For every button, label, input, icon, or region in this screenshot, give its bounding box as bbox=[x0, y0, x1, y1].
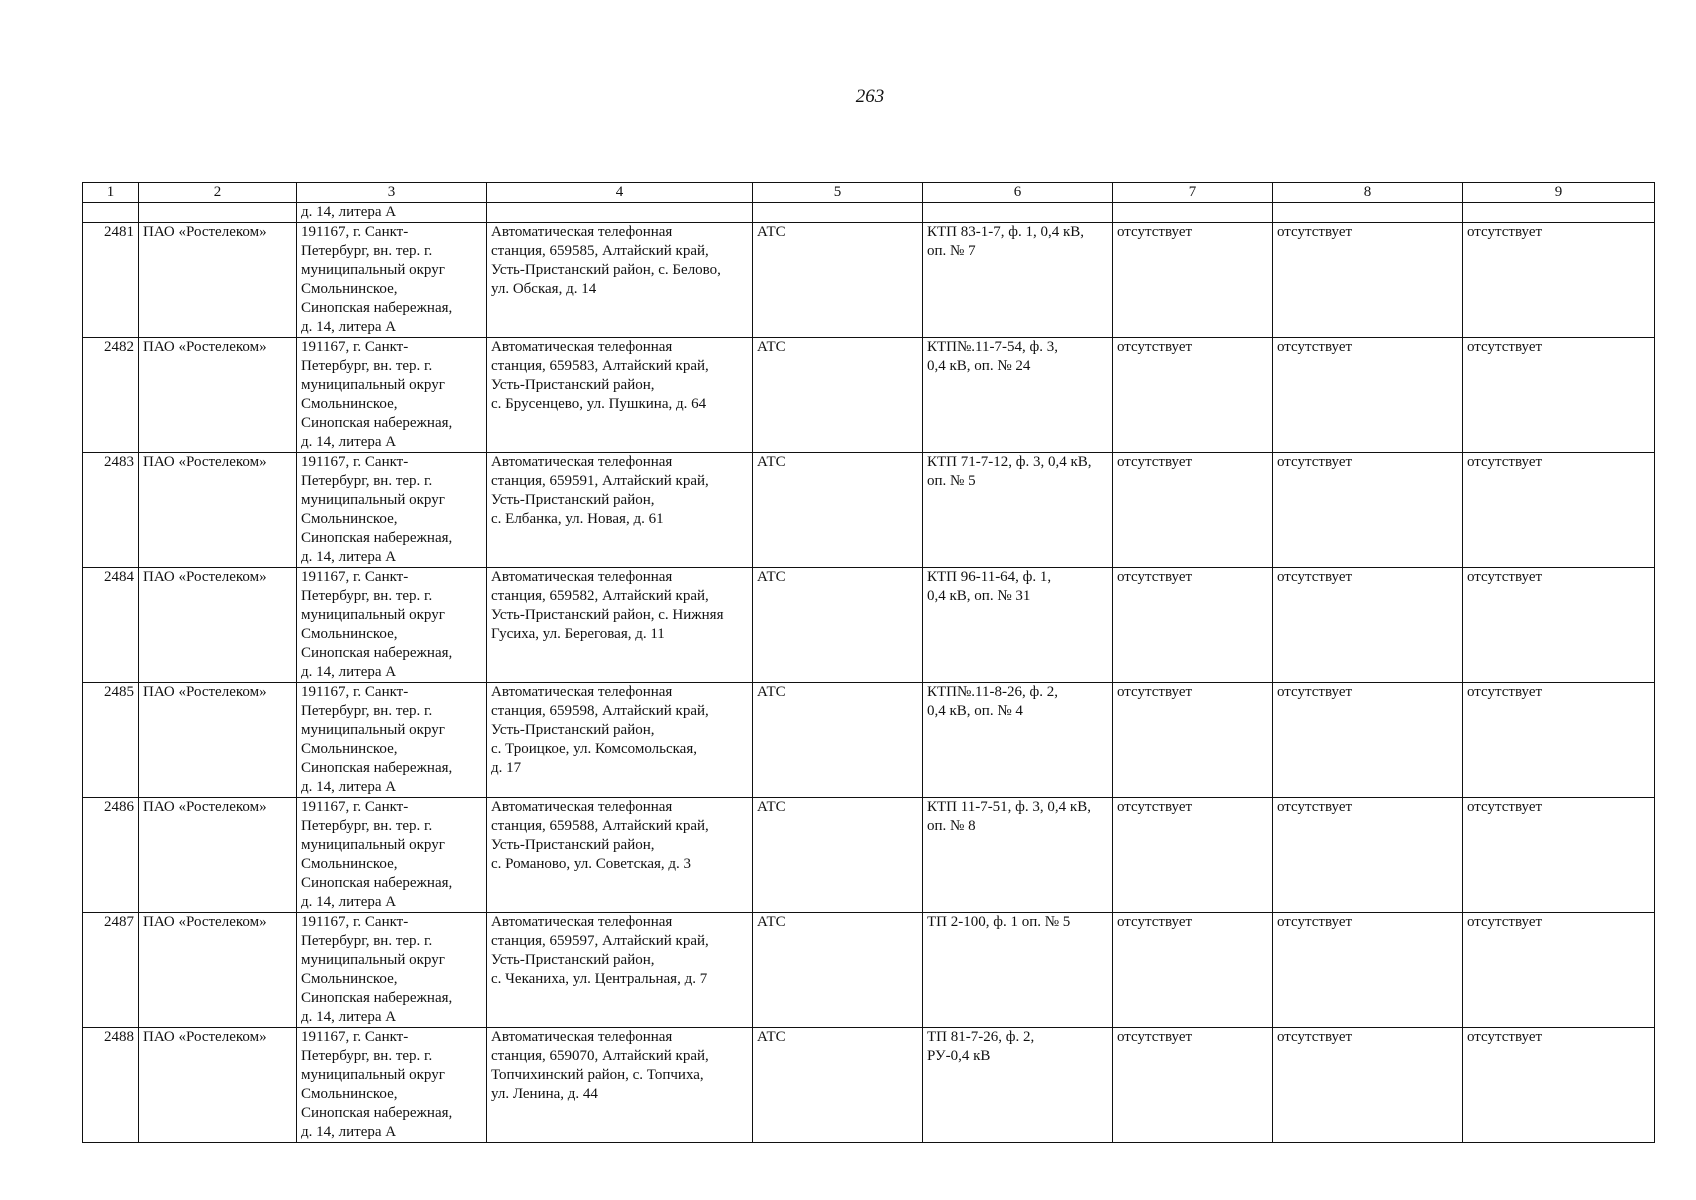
registry-table bbox=[82, 182, 1655, 1143]
cell-col-col7: отсутствует bbox=[1113, 338, 1273, 453]
cell-col-type: 5 bbox=[753, 183, 923, 203]
cell-col-col8: 8 bbox=[1273, 183, 1463, 203]
cell-col-type: АТС bbox=[753, 798, 923, 913]
cell-col-number: 2481 bbox=[83, 223, 139, 338]
cell-col-owner: ПАО «Ростелеком» bbox=[139, 1028, 297, 1143]
cell-col-col7: отсутствует bbox=[1113, 223, 1273, 338]
cell-col-col8: отсутствует bbox=[1273, 338, 1463, 453]
cell-col-power-source bbox=[923, 203, 1113, 223]
cell-col-power-source: ТП 2-100, ф. 1 оп. № 5 bbox=[923, 913, 1113, 1028]
cell-col-col8: отсутствует bbox=[1273, 798, 1463, 913]
cell-col-power-source: КТП№.11-8-26, ф. 2, 0,4 кВ, оп. № 4 bbox=[923, 683, 1113, 798]
cell-col-type: АТС bbox=[753, 1028, 923, 1143]
continuation-row bbox=[83, 203, 1655, 223]
cell-col-number: 2487 bbox=[83, 913, 139, 1028]
cell-col-object: Автоматическая телефонная станция, 659070, Алтайский край, Топчихинский район, с. Топчиха, ул. Ленина, д. 44 bbox=[487, 1028, 753, 1143]
cell-col-type: АТС bbox=[753, 568, 923, 683]
cell-col-number: 2488 bbox=[83, 1028, 139, 1143]
cell-col-col8: отсутствует bbox=[1273, 913, 1463, 1028]
table-row bbox=[83, 798, 1655, 913]
cell-col-object: Автоматическая телефонная станция, 659591, Алтайский край, Усть-Пристанский район, с. Елбанка, ул. Новая, д. 61 bbox=[487, 453, 753, 568]
cell-col-object bbox=[487, 203, 753, 223]
cell-col-power-source: ТП 81-7-26, ф. 2, РУ-0,4 кВ bbox=[923, 1028, 1113, 1143]
cell-col-owner-address: 191167, г. Санкт- Петербург, вн. тер. г. муниципальный округ Смольнинское, Синопская набережная, д. 14, литера А bbox=[297, 683, 487, 798]
cell-col-number bbox=[83, 203, 139, 223]
cell-col-object: Автоматическая телефонная станция, 659588, Алтайский край, Усть-Пристанский район, с. Романово, ул. Советская, д. 3 bbox=[487, 798, 753, 913]
cell-col-col7: отсутствует bbox=[1113, 1028, 1273, 1143]
cell-col-power-source: 6 bbox=[923, 183, 1113, 203]
cell-col-col7: 7 bbox=[1113, 183, 1273, 203]
cell-col-number: 1 bbox=[83, 183, 139, 203]
cell-col-object: Автоматическая телефонная станция, 659597, Алтайский край, Усть-Пристанский район, с. Чеканиха, ул. Центральная, д. 7 bbox=[487, 913, 753, 1028]
cell-col-col7: отсутствует bbox=[1113, 683, 1273, 798]
table-row bbox=[83, 453, 1655, 568]
cell-col-owner: ПАО «Ростелеком» bbox=[139, 798, 297, 913]
cell-col-type: АТС bbox=[753, 338, 923, 453]
table-row bbox=[83, 338, 1655, 453]
cell-col-col8: отсутствует bbox=[1273, 223, 1463, 338]
cell-col-owner: ПАО «Ростелеком» bbox=[139, 223, 297, 338]
cell-col-owner-address: 191167, г. Санкт- Петербург, вн. тер. г. муниципальный округ Смольнинское, Синопская набережная, д. 14, литера А bbox=[297, 1028, 487, 1143]
cell-col-power-source: КТП 96-11-64, ф. 1, 0,4 кВ, оп. № 31 bbox=[923, 568, 1113, 683]
cell-col-col8 bbox=[1273, 203, 1463, 223]
cell-col-col9: отсутствует bbox=[1463, 568, 1655, 683]
cell-col-owner: ПАО «Ростелеком» bbox=[139, 913, 297, 1028]
cell-col-col7 bbox=[1113, 203, 1273, 223]
table-row bbox=[83, 1028, 1655, 1143]
cell-col-number: 2484 bbox=[83, 568, 139, 683]
cell-col-col9 bbox=[1463, 203, 1655, 223]
cell-col-number: 2485 bbox=[83, 683, 139, 798]
cell-col-type: АТС bbox=[753, 453, 923, 568]
cell-col-number: 2486 bbox=[83, 798, 139, 913]
cell-col-power-source: КТП№.11-7-54, ф. 3, 0,4 кВ, оп. № 24 bbox=[923, 338, 1113, 453]
cell-col-type: АТС bbox=[753, 683, 923, 798]
cell-col-owner-address: 191167, г. Санкт- Петербург, вн. тер. г. муниципальный округ Смольнинское, Синопская набережная, д. 14, литера А bbox=[297, 338, 487, 453]
cell-col-object: Автоматическая телефонная станция, 659582, Алтайский край, Усть-Пристанский район, с. Нижняя Гусиха, ул. Береговая, д. 11 bbox=[487, 568, 753, 683]
cell-col-type: АТС bbox=[753, 223, 923, 338]
cell-col-object: Автоматическая телефонная станция, 659598, Алтайский край, Усть-Пристанский район, с. Троицкое, ул. Комсомольская, д. 17 bbox=[487, 683, 753, 798]
cell-col-col9: отсутствует bbox=[1463, 223, 1655, 338]
cell-col-number: 2483 bbox=[83, 453, 139, 568]
cell-col-power-source: КТП 11-7-51, ф. 3, 0,4 кВ, оп. № 8 bbox=[923, 798, 1113, 913]
cell-col-owner-address: 191167, г. Санкт- Петербург, вн. тер. г. муниципальный округ Смольнинское, Синопская набережная, д. 14, литера А bbox=[297, 453, 487, 568]
cell-col-owner bbox=[139, 203, 297, 223]
cell-col-col9: отсутствует bbox=[1463, 683, 1655, 798]
cell-col-power-source: КТП 83-1-7, ф. 1, 0,4 кВ, оп. № 7 bbox=[923, 223, 1113, 338]
table-row bbox=[83, 568, 1655, 683]
cell-col-col7: отсутствует bbox=[1113, 913, 1273, 1028]
cell-col-col9: отсутствует bbox=[1463, 798, 1655, 913]
cell-col-col8: отсутствует bbox=[1273, 453, 1463, 568]
cell-col-owner-address: 191167, г. Санкт- Петербург, вн. тер. г. муниципальный округ Смольнинское, Синопская набережная, д. 14, литера А bbox=[297, 798, 487, 913]
cell-col-col9: отсутствует bbox=[1463, 338, 1655, 453]
cell-col-owner: ПАО «Ростелеком» bbox=[139, 683, 297, 798]
table-row bbox=[83, 683, 1655, 798]
cell-col-owner: ПАО «Ростелеком» bbox=[139, 338, 297, 453]
cell-col-object: Автоматическая телефонная станция, 659585, Алтайский край, Усть-Пристанский район, с. Белово, ул. Обская, д. 14 bbox=[487, 223, 753, 338]
page-number: 263 bbox=[855, 86, 885, 107]
cell-col-owner-address: 191167, г. Санкт- Петербург, вн. тер. г. муниципальный округ Смольнинское, Синопская набережная, д. 14, литера А bbox=[297, 223, 487, 338]
cell-col-col8: отсутствует bbox=[1273, 1028, 1463, 1143]
table-row bbox=[83, 223, 1655, 338]
cell-col-col7: отсутствует bbox=[1113, 798, 1273, 913]
table-row bbox=[83, 913, 1655, 1028]
cell-col-col8: отсутствует bbox=[1273, 568, 1463, 683]
cell-col-owner-address: 191167, г. Санкт- Петербург, вн. тер. г. муниципальный округ Смольнинское, Синопская набережная, д. 14, литера А bbox=[297, 568, 487, 683]
cell-col-power-source: КТП 71-7-12, ф. 3, 0,4 кВ, оп. № 5 bbox=[923, 453, 1113, 568]
cell-col-type: АТС bbox=[753, 913, 923, 1028]
cell-col-col9: 9 bbox=[1463, 183, 1655, 203]
cell-col-owner: 2 bbox=[139, 183, 297, 203]
cell-col-col9: отсутствует bbox=[1463, 453, 1655, 568]
cell-col-col7: отсутствует bbox=[1113, 568, 1273, 683]
cell-col-number: 2482 bbox=[83, 338, 139, 453]
cell-col-col7: отсутствует bbox=[1113, 453, 1273, 568]
cell-col-col9: отсутствует bbox=[1463, 1028, 1655, 1143]
cell-col-object: 4 bbox=[487, 183, 753, 203]
cell-col-owner-address: д. 14, литера А bbox=[297, 203, 487, 223]
cell-col-owner: ПАО «Ростелеком» bbox=[139, 568, 297, 683]
cell-col-col9: отсутствует bbox=[1463, 913, 1655, 1028]
cell-col-owner: ПАО «Ростелеком» bbox=[139, 453, 297, 568]
cell-col-object: Автоматическая телефонная станция, 659583, Алтайский край, Усть-Пристанский район, с. Брусенцево, ул. Пушкина, д. 64 bbox=[487, 338, 753, 453]
cell-col-owner-address: 191167, г. Санкт- Петербург, вн. тер. г. муниципальный округ Смольнинское, Синопская набережная, д. 14, литера А bbox=[297, 913, 487, 1028]
cell-col-type bbox=[753, 203, 923, 223]
header-row bbox=[83, 183, 1655, 203]
cell-col-col8: отсутствует bbox=[1273, 683, 1463, 798]
cell-col-owner-address: 3 bbox=[297, 183, 487, 203]
